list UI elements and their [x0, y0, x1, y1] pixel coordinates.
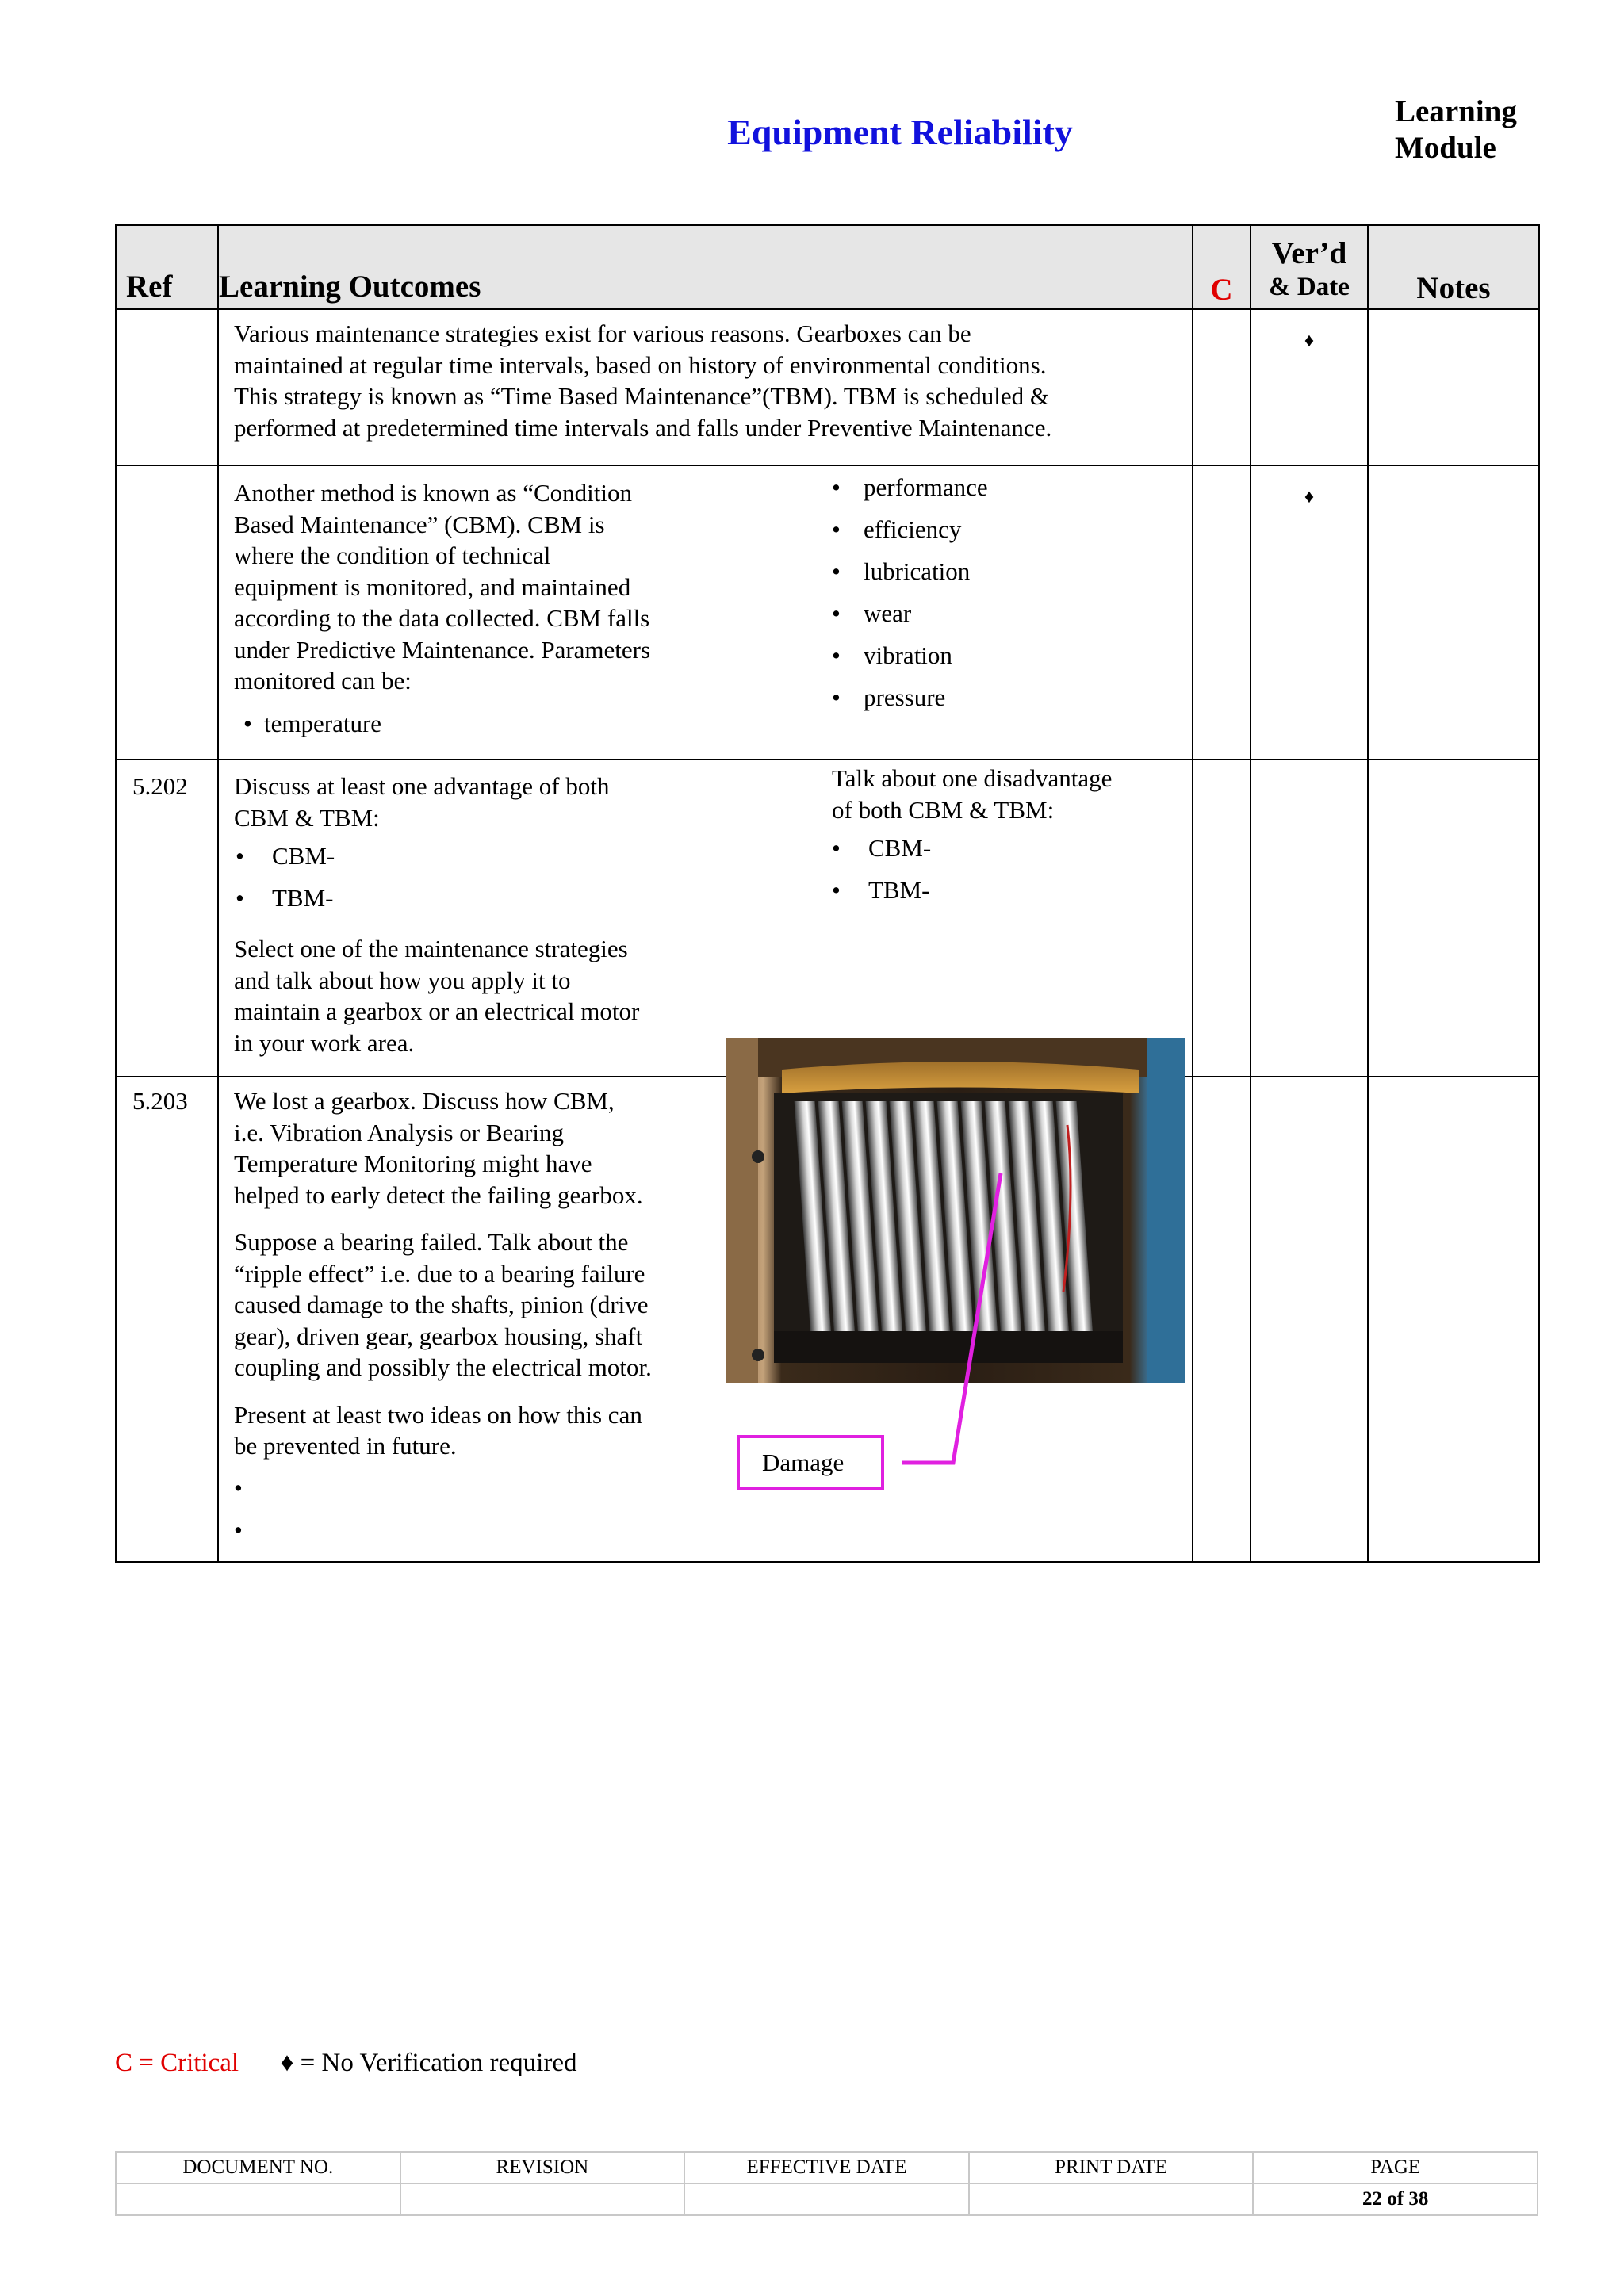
list-item — [236, 877, 726, 919]
document-footer — [115, 2151, 1538, 2216]
header-verified-date — [1251, 225, 1368, 309]
bullet-text: CBM- — [868, 834, 932, 862]
footer-print-date-label: PRINT DATE — [969, 2152, 1254, 2183]
row2-line: monitored can be: — [234, 667, 412, 695]
bullet-text: TBM- — [272, 884, 334, 912]
row4-line: caused damage to the shafts, pinion (drive — [234, 1291, 649, 1318]
header-learning-outcomes: Learning Outcomes — [218, 225, 1193, 309]
row-verified-diamond: ♦ — [1251, 465, 1368, 760]
row-notes — [1368, 1077, 1539, 1562]
list-item — [832, 634, 1149, 676]
row4-left — [234, 1085, 726, 1551]
footer-effective-date-value — [684, 2183, 969, 2215]
row1-line: This strategy is known as “Time Based Maintenance”(TBM). TBM is scheduled & — [234, 382, 1050, 410]
header-ref: Ref — [116, 225, 218, 309]
row-notes — [1368, 309, 1539, 465]
gearbox-damage-photo — [726, 1038, 1185, 1383]
row-ref: 5.202 — [116, 760, 218, 1077]
row2-line: Based Maintenance” (CBM). CBM is — [234, 510, 605, 538]
footer-page-label: PAGE — [1253, 2152, 1538, 2183]
row4-line: Suppose a bearing failed. Talk about the — [234, 1228, 629, 1256]
list-item — [234, 1509, 726, 1551]
row2-line: equipment is monitored, and maintained — [234, 572, 631, 601]
row-critical — [1193, 309, 1251, 465]
legend-critical: C = Critical — [115, 2049, 239, 2077]
list-item — [234, 708, 726, 740]
row1-line: maintained at regular time intervals, based on history of environmental conditions. — [234, 350, 1047, 379]
row-outcome — [218, 309, 1193, 465]
header-verd-line1: Ver’d — [1271, 236, 1347, 270]
row1-line: Various maintenance strategies exist for various reasons. Gearboxes can be — [234, 320, 971, 347]
legend — [115, 2049, 577, 2078]
row-verified — [1251, 1077, 1368, 1562]
list-item — [832, 827, 1173, 869]
row2-left — [234, 477, 726, 739]
footer-doc-no-value — [116, 2183, 400, 2215]
row4-line: coupling and possibly the electrical motor. — [234, 1353, 652, 1381]
row3-line: Talk about one disadvantage — [832, 764, 1113, 792]
row-notes — [1368, 465, 1539, 760]
row3-line: Select one of the maintenance strategies — [234, 935, 628, 962]
row4-line: helped to early detect the failing gearbox. — [234, 1181, 643, 1209]
module-label — [1395, 94, 1517, 166]
table-row — [116, 760, 1539, 1077]
row2-right — [832, 466, 1149, 718]
row4-line: “ripple effect” i.e. due to a bearing failure — [234, 1259, 645, 1288]
row3-line: CBM & TBM: — [234, 803, 380, 832]
footer-doc-no-label: DOCUMENT NO. — [116, 2152, 400, 2183]
gearbox-photo-graphic — [726, 1038, 1185, 1383]
row-critical — [1193, 760, 1251, 1077]
bullet-text: TBM- — [868, 876, 930, 904]
row-outcome — [218, 760, 1193, 1077]
footer-print-date-value — [969, 2183, 1254, 2215]
list-item — [832, 508, 1149, 550]
row-ref — [116, 465, 218, 760]
row-critical — [1193, 465, 1251, 760]
row-ref: 5.203 — [116, 1077, 218, 1562]
row2-line: according to the data collected. CBM falls — [234, 604, 650, 632]
list-item — [236, 835, 726, 877]
header-critical: C — [1193, 225, 1251, 309]
damage-callout-label: Damage — [737, 1435, 884, 1490]
row-notes — [1368, 760, 1539, 1077]
row3-line: Discuss at least one advantage of both — [234, 772, 610, 800]
row-ref — [116, 309, 218, 465]
header-verd-line2: & Date — [1269, 273, 1350, 301]
legend-no-verification: ♦ = No Verification required — [280, 2049, 577, 2077]
row-critical — [1193, 1077, 1251, 1562]
footer-revision-value — [400, 2183, 685, 2215]
row4-line: i.e. Vibration Analysis or Bearing — [234, 1118, 565, 1146]
list-item — [832, 592, 1149, 634]
bullet-text: performance — [864, 473, 988, 501]
row3-line: and talk about how you apply it to — [234, 966, 571, 994]
bullet-text: temperature — [264, 709, 382, 737]
row2-line: Another method is known as “Condition — [234, 479, 632, 507]
row4-line: Present at least two ideas on how this can — [234, 1400, 642, 1429]
row-outcome — [218, 465, 1193, 760]
table-row — [116, 309, 1539, 465]
header-notes: Notes — [1368, 225, 1539, 309]
table-row — [116, 465, 1539, 760]
row-verified-diamond: ♦ — [1251, 309, 1368, 465]
row4-line: be prevented in future. — [234, 1432, 457, 1460]
bullet-text: wear — [864, 599, 912, 627]
bullet-text: pressure — [864, 683, 946, 711]
page-title: Equipment Reliability — [727, 112, 1073, 152]
module-line-1: Learning — [1395, 94, 1517, 128]
bullet-text: vibration — [864, 641, 952, 669]
module-line-2: Module — [1395, 131, 1496, 165]
row4-line: Temperature Monitoring might have — [234, 1150, 592, 1177]
list-item — [832, 466, 1149, 508]
row3-left — [234, 771, 726, 1058]
list-item — [832, 676, 1149, 718]
row4-line: We lost a gearbox. Discuss how CBM, — [234, 1087, 615, 1115]
bullet-text: lubrication — [864, 557, 971, 585]
row4-line: gear), driven gear, gearbox housing, shaft — [234, 1322, 643, 1350]
row3-line: maintain a gearbox or an electrical motor — [234, 997, 640, 1025]
footer-revision-label: REVISION — [400, 2152, 685, 2183]
list-item — [832, 550, 1149, 592]
row2-line: under Predictive Maintenance. Parameters — [234, 635, 651, 664]
list-item — [832, 869, 1173, 911]
footer-page-value: 22 of 38 — [1253, 2183, 1538, 2215]
bullet-text: efficiency — [864, 515, 962, 543]
row3-right — [832, 763, 1173, 911]
row3-line: of both CBM & TBM: — [832, 795, 1055, 824]
footer-effective-date-label: EFFECTIVE DATE — [684, 2152, 969, 2183]
row-verified — [1251, 760, 1368, 1077]
list-item — [234, 1467, 726, 1509]
row1-line: performed at predetermined time intervals and falls under Preventive Maintenance. — [234, 413, 1052, 442]
bullet-text: CBM- — [272, 842, 335, 870]
row3-line: in your work area. — [234, 1028, 415, 1057]
row2-line: where the condition of technical — [234, 541, 551, 569]
